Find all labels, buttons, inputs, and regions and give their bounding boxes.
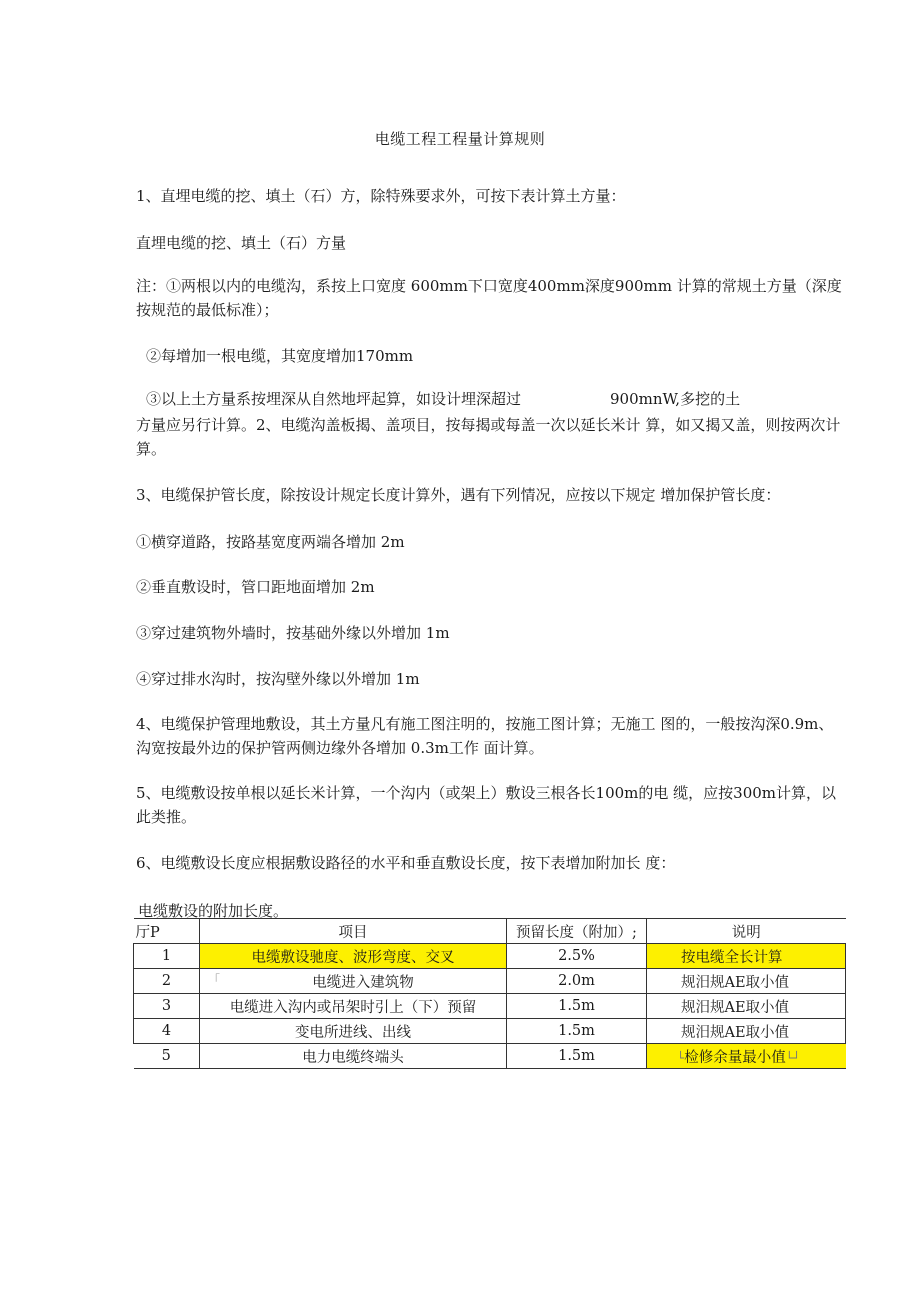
row-item: 电缆敷设驰度、波形弯度、交叉 <box>200 944 507 969</box>
table-row <box>134 1044 846 1069</box>
header-length: 预留长度（附加）; <box>507 919 647 944</box>
row-length: 2.0m <box>507 969 647 994</box>
row-item: 变电所进线、出线 <box>200 1019 507 1044</box>
paragraph-note-2: ②每增加一根电缆，其宽度增加170mm <box>146 347 414 365</box>
row-number: 3 <box>134 994 200 1019</box>
paragraph-3: 方量应另行计算。2、电缆沟盖板揭、盖项目，按每揭或每盖一次以延长米计 算，如又揭又盖，则按两次计算。 <box>136 416 841 458</box>
table-header-row <box>134 919 846 944</box>
row-note: 检修余量最小值 <box>684 1049 786 1066</box>
paragraph-6: 5、电缆敷设按单根以延长米计算，一个沟内（或架上）敷设三根各长100m的电 缆，应按300m计算，以此类推。 <box>136 784 837 826</box>
header-item: 项目 <box>200 919 507 944</box>
row-number: 1 <box>134 944 200 969</box>
list-item-1: ①横穿道路，按路基宽度两端各增加 2m <box>136 533 405 551</box>
row-note: 按电缆全长计算 <box>647 944 846 969</box>
row-item: 电缆进入沟内或吊架时引上（下）预留 <box>200 994 507 1019</box>
row-number: 2 <box>134 969 200 994</box>
paragraph-5: 4、电缆保护管理地敷设，其土方量凡有施工图注明的，按施工图计算；无施工 图的，一般按沟深0.9m、沟宽按最外边的保护管两侧边缘外各增加 0.3m工作 面计算。 <box>136 715 834 757</box>
row-note-suffix: └┘ <box>785 1050 801 1065</box>
row-mark: 「 <box>208 972 221 987</box>
additional-length-table <box>133 918 846 1069</box>
list-item-3: ③穿过建筑物外墙时，按基础外缘以外增加 1m <box>136 624 450 642</box>
row-length: 1.5m <box>507 1044 647 1069</box>
row-note: 规汨规AE取小值 <box>647 1019 846 1044</box>
paragraph-note-3-part-a: ③以上土方量系按埋深从自然地坪起算，如设计埋深超过 <box>146 390 522 408</box>
paragraph-2: 直埋电缆的挖、填土（石）方量 <box>136 234 347 252</box>
row-length: 2.5% <box>507 944 647 969</box>
row-item-cell <box>200 969 507 994</box>
table-caption: 电缆敷设的附加长度。 <box>138 902 289 920</box>
table-row <box>134 1019 846 1044</box>
row-note: 规汨规AE取小值 <box>647 994 846 1019</box>
page-title: 电缆工程工程量计算规则 <box>374 130 546 148</box>
row-item: 电力电缆终端头 <box>200 1044 507 1069</box>
table-row <box>134 969 846 994</box>
list-item-2: ②垂直敷设时，管口距地面增加 2m <box>136 578 375 596</box>
row-item: 电缆进入建筑物 <box>312 974 414 991</box>
paragraph-7: 6、电缆敷设长度应根据敷设路径的水平和垂直敷设长度，按下表增加附加长 度： <box>136 854 676 872</box>
header-number: 厅P <box>134 919 200 944</box>
row-number: 5 <box>134 1044 200 1069</box>
table-row <box>134 944 846 969</box>
row-length: 1.5m <box>507 994 647 1019</box>
paragraph-4: 3、电缆保护管长度，除按设计规定长度计算外，遇有下列情况，应按以下规定 增加保护管长度： <box>136 486 781 504</box>
header-note: 说明 <box>647 919 846 944</box>
paragraph-note-1: 注：①两根以内的电缆沟，系按上口宽度 600mm下口宽度400mm深度900mm 计算的常规土方量（深度按规范的最低标准）； <box>136 277 842 319</box>
row-length: 1.5m <box>507 1019 647 1044</box>
table-row <box>134 994 846 1019</box>
paragraph-note-3-part-b: 900mnW,多挖的土 <box>610 390 741 408</box>
list-item-4: ④穿过排水沟时，按沟壁外缘以外增加 1m <box>136 670 420 688</box>
paragraph-1: 1、直埋电缆的挖、填土（石）方，除特殊要求外，可按下表计算土方量： <box>136 187 626 205</box>
row-note-cell <box>647 1044 846 1069</box>
row-note-prefix: └ <box>677 1050 685 1065</box>
row-note: 规汨规AE取小值 <box>647 969 846 994</box>
row-number: 4 <box>134 1019 200 1044</box>
